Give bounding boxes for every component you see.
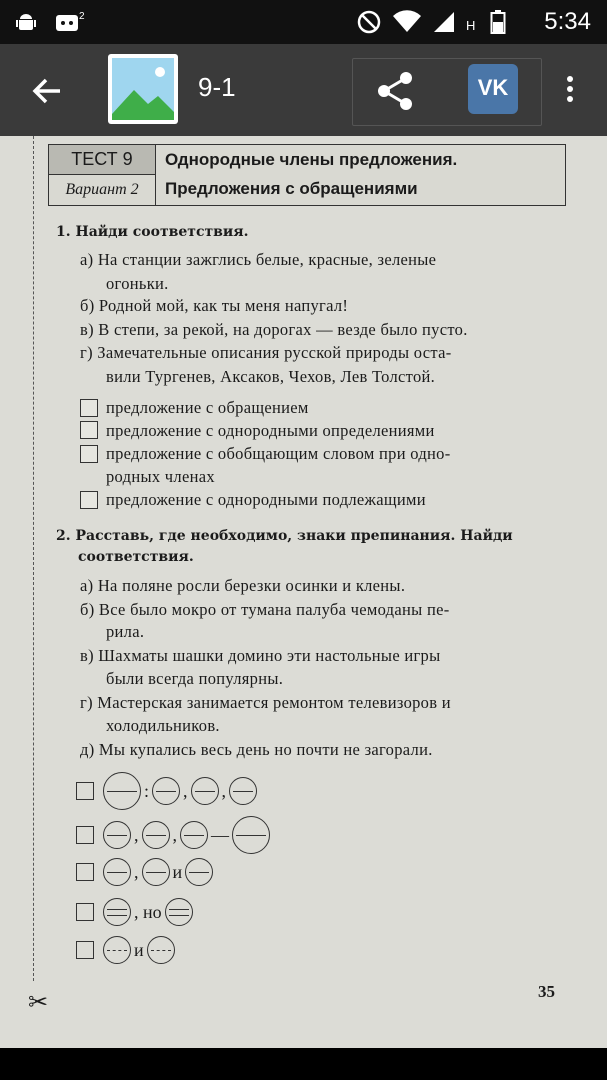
wifi-icon: [392, 8, 422, 36]
test-label: ТЕСТ 9: [49, 145, 156, 175]
scheme-checkbox[interactable]: [76, 941, 94, 959]
generalizing-word-circle: [232, 816, 270, 854]
q2-line: а) На поляне росли березки осинки и клены.: [80, 576, 406, 595]
image-thumbnail[interactable]: [108, 54, 178, 124]
scissors-icon: ✂: [28, 988, 49, 1016]
network-type: H: [466, 18, 476, 33]
signal-icon: [430, 8, 456, 36]
q1-line: г) Замечательные описания русской природы оста-: [80, 343, 452, 362]
status-bar: [0, 0, 607, 44]
q2-line: г) Мастерская занимается ремонтом телевизоров и: [80, 693, 451, 712]
vk-share-icon[interactable]: VK: [468, 64, 518, 114]
app-bar: [0, 44, 607, 136]
scheme-row-3: [76, 858, 213, 886]
scheme-and: и: [172, 861, 183, 882]
scheme-but: , но: [134, 901, 162, 922]
predicate-circle: [103, 898, 131, 926]
question-2-title: 2. Расставь, где необходимо, знаки препинания. Найди: [56, 528, 513, 544]
scheme-comma: ,: [172, 824, 177, 845]
q2-line: д) Мы купались весь день но почти не загорали.: [80, 740, 433, 759]
question-1-title: 1. Найди соответствия.: [56, 224, 249, 240]
q1-option-checkbox[interactable]: [80, 491, 98, 509]
do-not-disturb-icon: [356, 8, 382, 36]
predicate-circle: [165, 898, 193, 926]
battery-icon: [490, 8, 506, 36]
scheme-checkbox[interactable]: [76, 826, 94, 844]
android-debug-icon: [14, 8, 38, 36]
scheme-checkbox[interactable]: [76, 863, 94, 881]
scheme-checkbox[interactable]: [76, 782, 94, 800]
q1-option-checkbox[interactable]: [80, 421, 98, 439]
generalizing-word-circle: [103, 772, 141, 810]
scheme-row-1: [76, 772, 257, 810]
q1-option: предложение с однородными подлежащими: [106, 490, 426, 509]
q1-option-checkbox[interactable]: [80, 399, 98, 417]
q2-line: в) Шахматы шашки домино эти настольные игры: [80, 646, 441, 665]
q1-line: вили Тургенев, Аксаков, Чехов, Лев Толстой.: [106, 367, 436, 386]
scheme-comma: ,: [221, 780, 227, 801]
member-circle: [191, 777, 219, 805]
scheme-comma: ,: [134, 824, 139, 845]
test-header: [48, 144, 566, 206]
scheme-checkbox[interactable]: [76, 903, 94, 921]
scheme-row-2: [76, 816, 270, 854]
more-options-icon[interactable]: [560, 72, 580, 112]
member-circle: [185, 858, 213, 886]
back-arrow-icon[interactable]: [30, 74, 64, 108]
member-circle: [229, 777, 257, 805]
scheme-row-5: [76, 936, 175, 964]
scheme-dash: —: [211, 824, 229, 845]
clock: 5:34: [544, 8, 591, 35]
q1-line: огоньки.: [106, 274, 169, 293]
variant-label: Вариант 2: [49, 175, 156, 205]
share-icon[interactable]: [372, 68, 418, 114]
cut-line: [33, 136, 34, 981]
q1-line: б) Родной мой, как ты меня напугал!: [80, 296, 349, 315]
navigation-bar: [0, 1048, 607, 1080]
scheme-and: и: [134, 939, 144, 960]
page-number: 35: [538, 982, 555, 1001]
q2-line: б) Все было мокро от тумана палуба чемоданы пе-: [80, 600, 450, 619]
scheme-colon: :: [144, 780, 150, 801]
member-circle: [180, 821, 208, 849]
member-circle: [103, 821, 131, 849]
header-title-1: Однородные члены предложения.: [165, 150, 458, 169]
q1-option: предложение с обращением: [106, 398, 309, 417]
q1-line: в) В степи, за рекой, на дорогах — везде было пусто.: [80, 320, 468, 339]
document-page: [0, 136, 607, 1048]
member-circle: [152, 777, 180, 805]
q2-line: холодильников.: [106, 716, 220, 735]
game-notification-icon: [54, 8, 86, 36]
q1-option: предложение с однородными определениями: [106, 421, 435, 440]
q2-line: были всегда популярны.: [106, 669, 284, 688]
q1-option: предложение с обобщающим словом при одно-: [106, 444, 451, 463]
q1-option-checkbox[interactable]: [80, 445, 98, 463]
q1-option: родных членах: [106, 467, 215, 486]
member-circle: [142, 821, 170, 849]
scheme-row-4: [76, 898, 193, 926]
member-circle: [103, 858, 131, 886]
question-2-title-cont: соответствия.: [78, 549, 194, 565]
adverbial-circle: [103, 936, 131, 964]
header-title-2: Предложения с обращениями: [165, 179, 418, 198]
scheme-comma: ,: [134, 861, 139, 882]
svg-text:2: 2: [79, 11, 85, 22]
scheme-comma: ,: [183, 780, 188, 801]
q2-line: рила.: [106, 622, 145, 641]
member-circle: [142, 858, 170, 886]
q1-line: а) На станции зажглись белые, красные, зеленые: [80, 250, 437, 269]
adverbial-circle: [147, 936, 175, 964]
document-title: 9-1: [198, 72, 236, 102]
